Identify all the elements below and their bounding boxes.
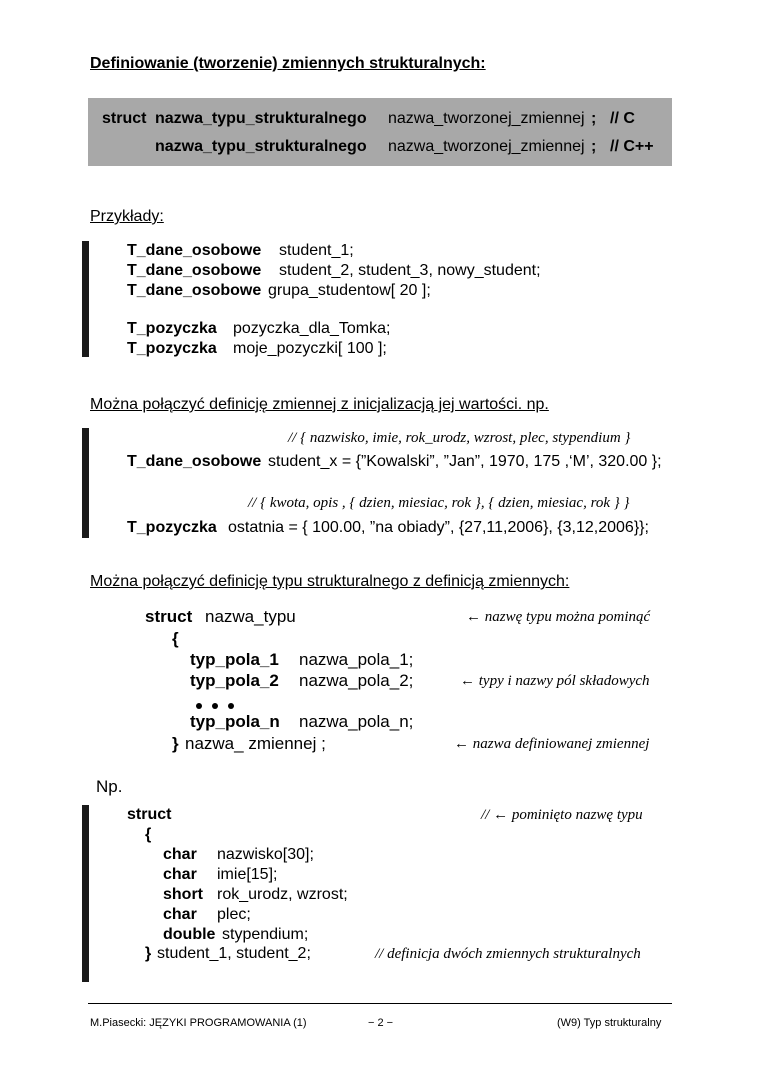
example-type: T_dane_osobowe bbox=[127, 282, 262, 299]
code-bar bbox=[82, 805, 89, 982]
field-type: typ_pola_n bbox=[190, 712, 280, 731]
field-name: nazwisko[30]; bbox=[217, 846, 314, 863]
init-declaration: ostatnia = { 100.00, ”na obiady”, {27,11,2006}, {3,12,2006}}; bbox=[228, 519, 649, 536]
page-title: Definiowanie (tworzenie) zmiennych strukturalnych: bbox=[90, 55, 486, 72]
field-name: nazwa_pola_n; bbox=[299, 712, 414, 731]
np-label: Np. bbox=[96, 777, 123, 796]
syntax-semicolon: ; bbox=[591, 110, 597, 127]
open-brace: { bbox=[172, 629, 179, 648]
note-type-optional: ← nazwę typu można pominąć bbox=[466, 609, 651, 625]
field-name: nazwa_pola_1; bbox=[299, 650, 414, 669]
field-name: rok_urodz, wzrost; bbox=[217, 886, 348, 903]
syntax-semicolon: ; bbox=[591, 138, 597, 155]
example-declaration: student_1; bbox=[279, 242, 354, 259]
field-type: char bbox=[163, 866, 197, 883]
page-number: − 2 − bbox=[368, 1017, 394, 1029]
init-comment: // { nazwisko, imie, rok_urodz, wzrost, plec, stypendium } bbox=[288, 430, 631, 446]
example-type: T_dane_osobowe bbox=[127, 242, 262, 259]
syntax-type-name: nazwa_typu_strukturalnego bbox=[155, 110, 367, 127]
syntax-comment-c: // C bbox=[610, 110, 635, 127]
example-type: T_pozyczka bbox=[127, 320, 217, 337]
example-declaration: pozyczka_dla_Tomka; bbox=[233, 320, 391, 337]
example-declaration: student_2, student_3, nowy_student; bbox=[279, 262, 541, 279]
example-declaration: moje_pozyczki[ 100 ]; bbox=[233, 340, 387, 357]
init-comment: // { kwota, opis , { dzien, miesiac, rok }, { dzien, miesiac, rok } } bbox=[248, 495, 630, 511]
examples-title: Przykłady: bbox=[90, 208, 164, 225]
field-type: typ_pola_2 bbox=[190, 671, 279, 690]
struct-keyword: struct bbox=[102, 110, 147, 127]
note-fields: ← typy i nazwy pól składowych bbox=[460, 673, 650, 689]
field-name: plec; bbox=[217, 906, 251, 923]
close-brace: } bbox=[145, 945, 152, 962]
code-bar bbox=[82, 428, 89, 538]
example-type: T_pozyczka bbox=[127, 340, 217, 357]
variable-names: student_1, student_2; bbox=[157, 945, 311, 962]
field-type: char bbox=[163, 906, 197, 923]
init-type: T_dane_osobowe bbox=[127, 453, 262, 470]
example-declaration: grupa_studentow[ 20 ]; bbox=[268, 282, 431, 299]
open-brace: { bbox=[145, 826, 152, 843]
field-type: short bbox=[163, 886, 203, 903]
comment-omitted-type: // ← pominięto nazwę typu bbox=[481, 807, 643, 823]
init-type: T_pozyczka bbox=[127, 519, 217, 536]
init-title: Można połączyć definicję zmiennej z inicjalizacją jej wartości. np. bbox=[90, 396, 549, 413]
syntax-var-name: nazwa_tworzonej_zmiennej bbox=[388, 138, 585, 155]
combine-title: Można połączyć definicję typu strukturalnego z definicją zmiennych: bbox=[90, 573, 570, 590]
footer-author: M.Piasecki: JĘZYKI PROGRAMOWANIA (1) bbox=[90, 1017, 307, 1029]
field-name: imie[15]; bbox=[217, 866, 278, 883]
note-variable: ← nazwa definiowanej zmiennej bbox=[454, 736, 650, 752]
syntax-var-name: nazwa_tworzonej_zmiennej bbox=[388, 110, 585, 127]
field-name: nazwa_pola_2; bbox=[299, 671, 414, 690]
footer-chapter: (W9) Typ strukturalny bbox=[557, 1017, 662, 1029]
type-name: nazwa_typu bbox=[205, 607, 296, 626]
init-declaration: student_x = {”Kowalski”, ”Jan”, 1970, 175 ,‘M’, 320.00 }; bbox=[268, 453, 662, 470]
syntax-comment-cpp: // C++ bbox=[610, 138, 654, 155]
field-type: double bbox=[163, 926, 216, 943]
struct-keyword: struct bbox=[127, 806, 172, 823]
footer-divider bbox=[88, 1003, 672, 1004]
close-brace: } bbox=[172, 734, 179, 753]
comment-two-variables: // definicja dwóch zmiennych strukturalnych bbox=[375, 946, 641, 962]
example-type: T_dane_osobowe bbox=[127, 262, 262, 279]
struct-keyword: struct bbox=[145, 607, 193, 626]
code-bar bbox=[82, 241, 89, 357]
field-type: char bbox=[163, 846, 197, 863]
syntax-type-name: nazwa_typu_strukturalnego bbox=[155, 138, 367, 155]
field-name: stypendium; bbox=[222, 926, 309, 943]
field-type: typ_pola_1 bbox=[190, 650, 279, 669]
variable-name: nazwa_ zmiennej ; bbox=[185, 734, 326, 753]
